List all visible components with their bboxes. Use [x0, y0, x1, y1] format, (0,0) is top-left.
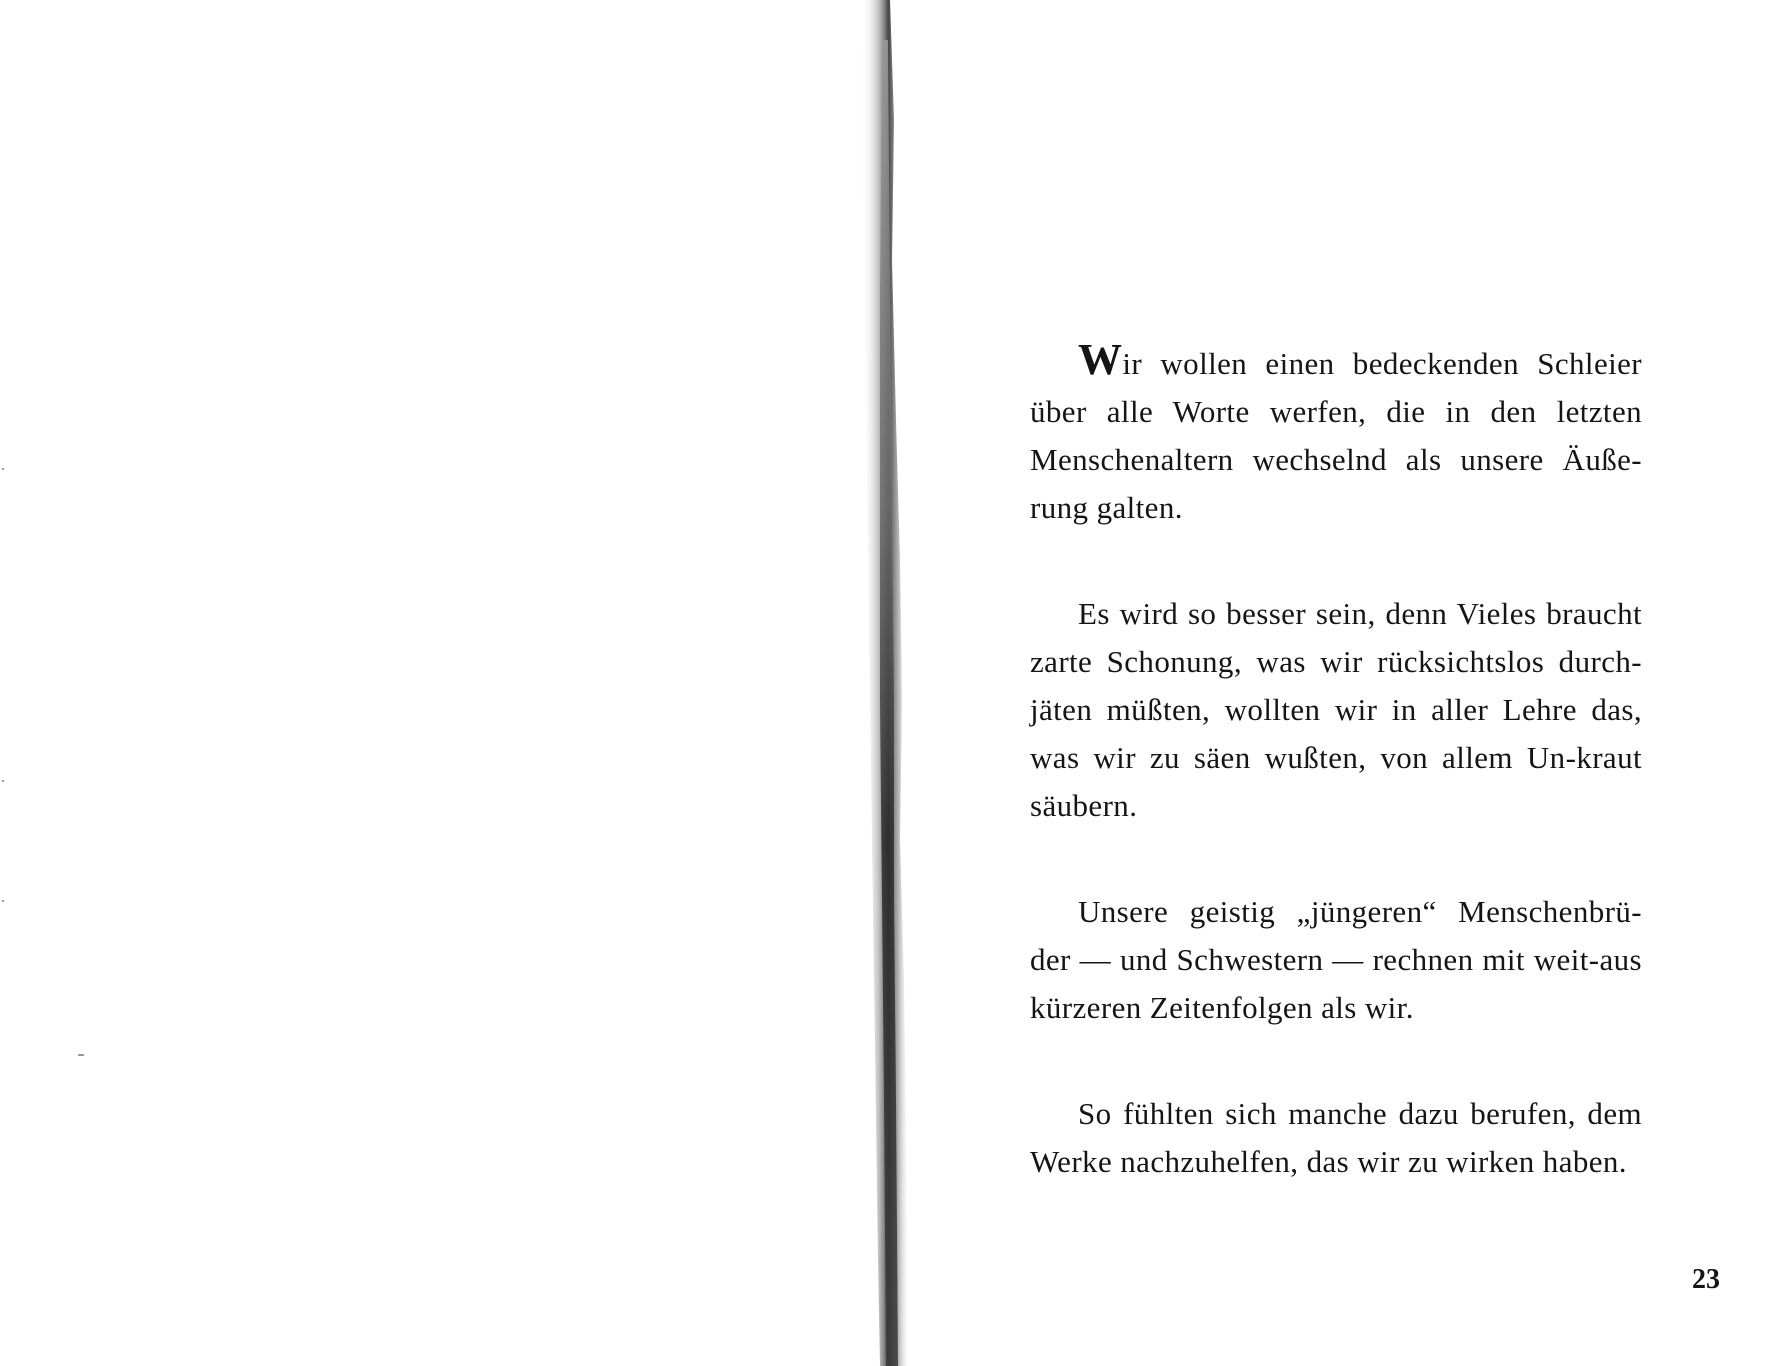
- page-number: 23: [1692, 1264, 1720, 1295]
- paragraph: [1030, 888, 1642, 1032]
- scan-speck: [2, 900, 4, 902]
- book-gutter-shadow: [850, 0, 920, 1366]
- initial-letter: W: [1078, 335, 1123, 384]
- paragraph-text: Unsere geistig „jüngeren“ Menschenbrü-der — und Schwestern — rechnen mit weit-aus kürzeren Zeitenfolgen als wir.: [1030, 894, 1642, 1025]
- paragraph-text: ir wollen einen bedeckenden Schleier über alle Worte werfen, die in den letzten Menschenaltern wechselnd als unsere Äuße-rung galten.: [1030, 346, 1642, 525]
- scan-speck: [2, 468, 4, 470]
- paragraph: [1030, 1090, 1642, 1186]
- paragraph: [1030, 335, 1642, 532]
- body-text: [1030, 335, 1642, 1244]
- paragraph-text: So fühlten sich manche dazu berufen, dem Werke nachzuhelfen, das wir zu wirken haben.: [1030, 1096, 1642, 1179]
- right-page: [920, 0, 1774, 1366]
- scan-speck: [78, 1054, 84, 1056]
- left-page-blank: [0, 0, 880, 1366]
- scan-speck: [2, 780, 4, 782]
- paragraph: [1030, 590, 1642, 830]
- paragraph-text: Es wird so besser sein, denn Vieles braucht zarte Schonung, was wir rücksichtslos durch-jäten müßten, wollten wir in aller Lehre das, was wir zu säen wußten, von allem Un-kraut säubern.: [1030, 596, 1642, 823]
